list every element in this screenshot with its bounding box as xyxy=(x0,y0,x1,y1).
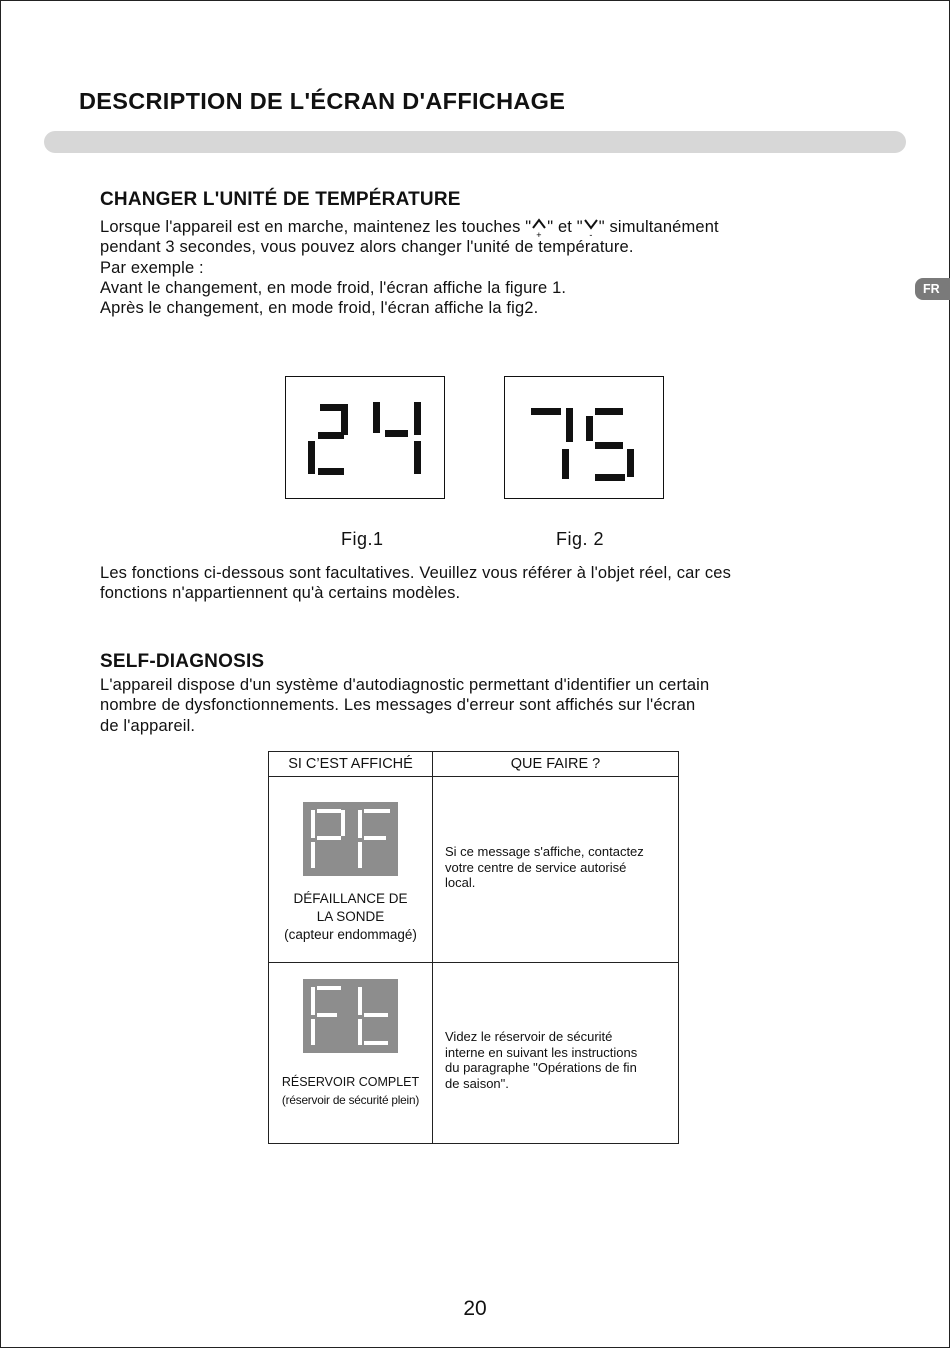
table-header-row xyxy=(269,752,679,777)
paragraph-line: L'appareil dispose d'un système d'autodiagnostic permettant d'identifier un certain xyxy=(100,676,710,694)
paragraph-line: Les fonctions ci-dessous sont facultatives. Veuillez vous référer à l'objet réel, car ces xyxy=(100,564,731,582)
action-cell xyxy=(433,777,679,963)
paragraph-line: fonctions n'appartiennent qu'à certains modèles. xyxy=(100,584,461,603)
text-fragment: Lorsque l'appareil est en marche, maintenez les touches " xyxy=(100,218,532,236)
up-key-label: + xyxy=(536,230,542,239)
language-tab: FR xyxy=(915,278,950,300)
action-line: du paragraphe "Opérations de fin xyxy=(445,1060,637,1075)
error-description xyxy=(269,1073,432,1109)
text-fragment: " et " xyxy=(547,218,583,236)
lcd-digits-ft xyxy=(303,979,398,1053)
caption-line: (réservoir de sécurité plein) xyxy=(281,1093,420,1107)
down-key-icon xyxy=(583,219,599,239)
down-key-label: - xyxy=(589,230,593,239)
page-number: 20 xyxy=(463,1297,487,1320)
action-text xyxy=(433,963,678,1091)
action-text xyxy=(433,777,678,891)
lcd-digits-24 xyxy=(286,377,444,498)
column-header-displayed: SI C’EST AFFICHÉ xyxy=(269,752,433,777)
action-line: Videz le réservoir de sécurité xyxy=(445,1029,613,1044)
lcd-code-pf xyxy=(303,802,398,876)
self-diagnosis-text xyxy=(100,675,709,736)
displayed-cell xyxy=(269,777,433,963)
lcd-display-figure-2 xyxy=(504,376,664,499)
table-row xyxy=(269,777,679,963)
lcd-code-ft xyxy=(303,979,398,1053)
lcd-digits-pf xyxy=(303,802,398,876)
error-code-table xyxy=(268,751,679,1144)
caption-line: LA SONDE xyxy=(316,909,385,924)
action-line: Si ce message s'affiche, contactez xyxy=(445,844,644,859)
table-row xyxy=(269,963,679,1144)
caption-line: DÉFAILLANCE DE xyxy=(293,891,408,906)
figure-2-caption: Fig. 2 xyxy=(556,529,605,549)
paragraph-line: Après le changement, en mode froid, l'écran affiche la fig2. xyxy=(100,299,539,318)
action-cell xyxy=(433,963,679,1144)
text-fragment: " simultanément xyxy=(598,218,719,236)
section-heading-temperature-unit: CHANGER L'UNITÉ DE TEMPÉRATURE xyxy=(100,189,461,210)
lcd-display-figure-1 xyxy=(285,376,445,499)
action-line: votre centre de service autorisé xyxy=(445,859,627,875)
column-header-action: QUE FAIRE ? xyxy=(433,752,679,777)
page-title: DESCRIPTION DE L'ÉCRAN D'AFFICHAGE xyxy=(79,88,566,114)
title-divider-bar xyxy=(44,131,906,153)
up-key-icon xyxy=(531,219,547,239)
section-temperature-unit-text xyxy=(100,217,719,318)
optional-functions-note xyxy=(100,563,731,604)
section-heading-self-diagnosis: SELF-DIAGNOSIS xyxy=(100,651,265,672)
paragraph-line xyxy=(100,217,719,237)
paragraph-line: de l'appareil. xyxy=(100,716,196,735)
action-line: de saison". xyxy=(445,1075,509,1091)
action-line: local. xyxy=(445,875,476,890)
paragraph-line: nombre de dysfonctionnements. Les messages d'erreur sont affichés sur l'écran xyxy=(100,696,696,715)
caption-line: (capteur endommagé) xyxy=(284,927,417,942)
paragraph-line: pendant 3 secondes, vous pouvez alors changer l'unité de température. xyxy=(100,238,634,257)
caption-line: RÉSERVOIR COMPLET xyxy=(281,1075,420,1089)
error-description xyxy=(269,890,432,944)
lcd-digits-75 xyxy=(505,377,663,498)
paragraph-line: Avant le changement, en mode froid, l'écran affiche la figure 1. xyxy=(100,278,567,297)
figure-1-caption: Fig.1 xyxy=(341,529,384,549)
action-line: interne en suivant les instructions xyxy=(445,1044,638,1060)
displayed-cell xyxy=(269,963,433,1144)
paragraph-line: Par exemple : xyxy=(100,258,204,277)
